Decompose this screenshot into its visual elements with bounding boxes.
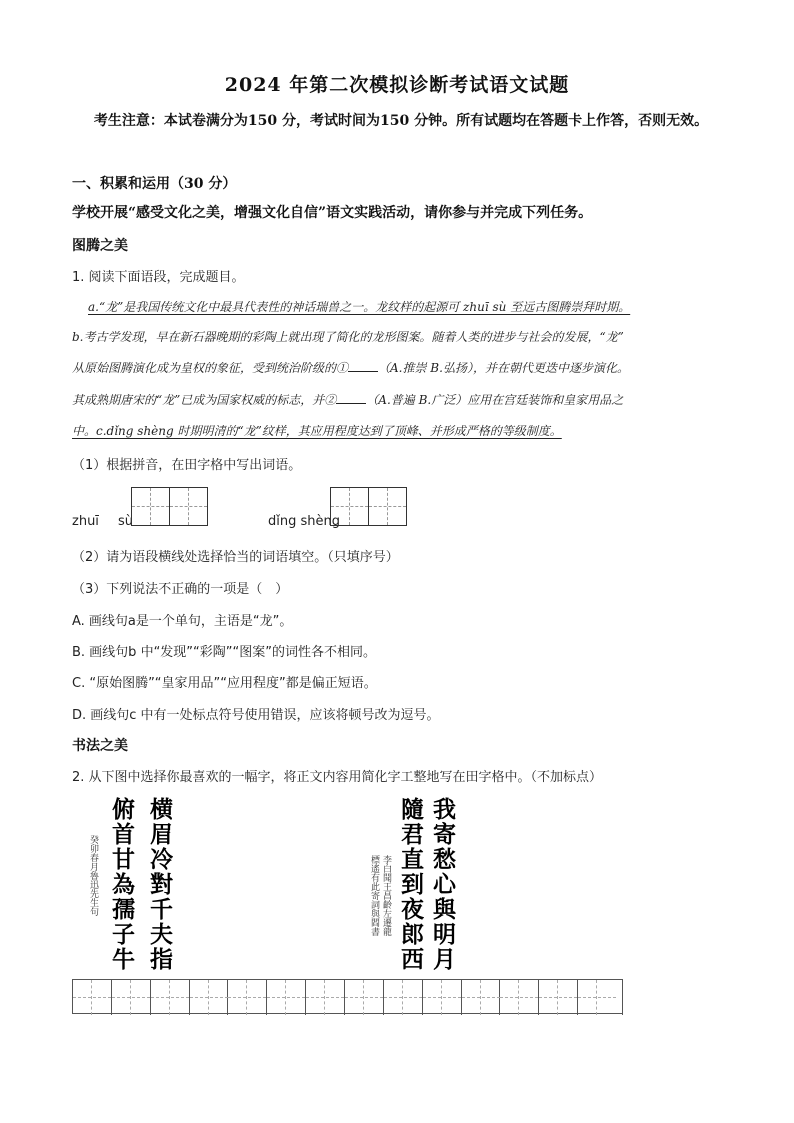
pinyin-dingsheng: dǐng shèng [268,514,340,529]
tianzige-box[interactable] [330,487,369,526]
part-heading-totem: 图腾之美 [72,238,128,254]
answer-grid-cell[interactable] [578,980,623,1015]
answer-grid-cell[interactable] [151,980,190,1015]
paragraph-line-3 [72,359,629,376]
question-2-prompt: 2. 从下图中选择你最喜欢的一幅字，将正文内容用简化字工整地写在田字格中。（不加标点） [72,770,603,785]
answer-grid-cell[interactable] [228,980,267,1015]
pinyin-zhui: zhuī [72,514,99,529]
answer-grid-cell[interactable] [345,980,384,1015]
paragraph-line-3-start: 从原始图腾演化成为皇权的象征，受到统治阶级的① [72,361,349,375]
section-intro: 学校开展“感受文化之美，增强文化自信”语文实践活动，请你参与并完成下列任务。 [72,205,593,221]
pinyin-su: sù [118,514,134,529]
answer-grid-cell[interactable] [423,980,462,1015]
option-d[interactable]: D. 画线句c 中有一处标点符号使用错误，应该将顿号改为逗号。 [72,708,440,723]
question-1-prompt: 1. 阅读下面语段，完成题目。 [72,270,245,285]
blank-2[interactable] [336,403,366,404]
calligraphy-right[interactable] [365,795,475,975]
calligraphy-left-column-1: 横眉冷對千夫指 [146,797,173,972]
answer-grid-cell[interactable] [462,980,501,1015]
paragraph-line-4-start: 其成熟期唐宋的“龙”已成为国家权威的标志，并② [72,393,337,407]
answer-grid-cell[interactable] [306,980,345,1015]
calligraphy-left-inscription: 癸卯春月魯迅先生句 [88,835,98,916]
paragraph-line-2: b.考古学发现，早在新石器晚期的彩陶上就出现了简化的龙形图案。随着人类的进步与社会的发展，“龙” [72,330,624,344]
blank-1[interactable] [348,371,378,372]
paragraph-line-4 [72,391,623,408]
option-c[interactable]: C. “原始图腾”“皇家用品”“应用程度”都是偏正短语。 [72,676,377,691]
paragraph-line-3-end: （A.推崇 B.弘扬），并在朝代更迭中逐步演化。 [378,361,629,375]
paragraph-line-4-end: （A.普遍 B.广泛）应用在宫廷装饰和皇家用品之 [366,393,624,407]
calligraphy-left-column-2: 俯首甘為孺子牛 [108,797,135,972]
exam-notice: 考生注意：本试卷满分为150 分，考试时间为150 分钟。所有试题均在答题卡上作答，否则无效。 [93,113,709,129]
answer-grid-cell[interactable] [384,980,423,1015]
paragraph-line-1: a.“龙”是我国传统文化中最具代表性的神话瑞兽之一。龙纹样的起源可 zhuī sù 至远古图腾崇拜时期。 [88,300,631,314]
answer-grid-cell[interactable] [500,980,539,1015]
calligraphy-right-inscription-1: 李白聞王昌齡左遷龍 [381,855,391,936]
answer-grid-cell[interactable] [73,980,112,1015]
paragraph-line-5: 中。c.dǐng shèng 时期明清的“龙”纹样，其应用程度达到了顶峰、并形成严格的等级制度。 [72,424,562,438]
answer-grid-cell[interactable] [267,980,306,1015]
answer-grid-cell[interactable] [190,980,229,1015]
calligraphy-right-inscription-2: 標遙有此寄詞與閻書 [369,855,379,936]
sub-question-3: （3）下列说法不正确的一项是（ ） [72,582,289,597]
answer-grid[interactable] [72,979,623,1014]
sub-question-2: （2）请为语段横线处选择恰当的词语填空。（只填序号） [72,550,399,565]
tianzige-box[interactable] [169,487,208,526]
calligraphy-right-column-1: 我寄愁心與明月 [429,797,456,972]
answer-grid-cell[interactable] [539,980,578,1015]
section-heading: 一、积累和运用（30 分） [72,176,237,192]
answer-grid-cell[interactable] [112,980,151,1015]
sub-question-1: （1）根据拼音，在田字格中写出词语。 [72,458,302,473]
page-title: 2024 年第二次模拟诊断考试语文试题 [224,74,570,96]
option-a[interactable]: A. 画线句a是一个单句，主语是“龙”。 [72,614,293,629]
calligraphy-right-column-2: 隨君直到夜郎西 [397,797,424,972]
tianzige-box[interactable] [131,487,170,526]
tianzige-box[interactable] [368,487,407,526]
calligraphy-left[interactable] [80,795,210,975]
option-b[interactable]: B. 画线句b 中“发现”“彩陶”“图案”的词性各不相同。 [72,645,376,660]
part-heading-calligraphy: 书法之美 [72,738,128,754]
